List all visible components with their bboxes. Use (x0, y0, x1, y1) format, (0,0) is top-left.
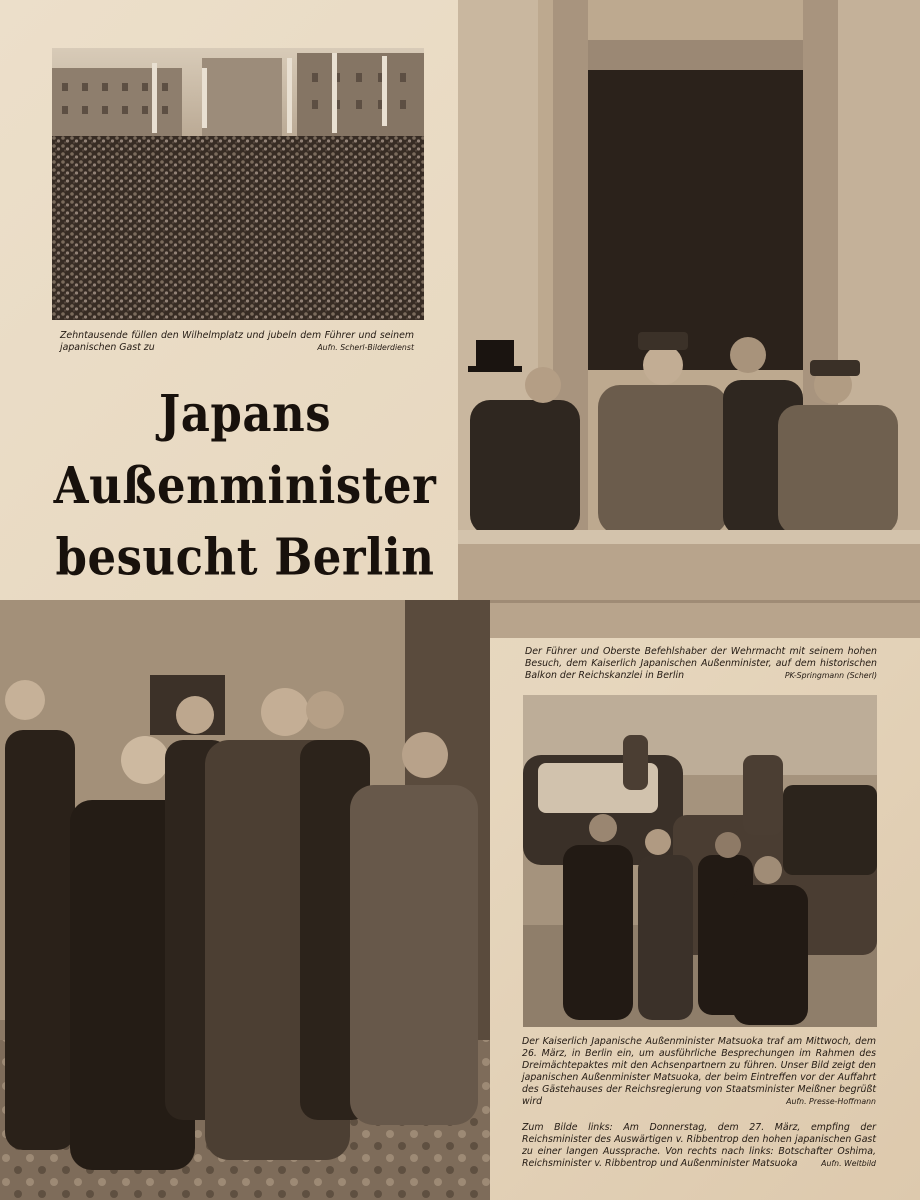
group-photo (0, 600, 490, 1200)
crowd-caption-credit: Aufn. Scherl-Bilderdienst (317, 343, 414, 352)
crowd-caption (60, 330, 414, 354)
arrival-photo (523, 695, 877, 1027)
balcony-caption (525, 646, 877, 682)
crowd-photo (52, 48, 424, 320)
headline-line-2: besucht Berlin (55, 527, 435, 587)
arrival-caption-credit: Aufn. Presse-Hoffmann (786, 1097, 876, 1106)
page-headline (30, 378, 460, 593)
balcony-caption-credit: PK-Springmann (Scherl) (784, 671, 877, 680)
arrival-caption (522, 1036, 876, 1108)
group-caption (522, 1122, 876, 1170)
balcony-photo (458, 0, 920, 638)
headline-line-1: Japans Außenminister (53, 384, 437, 516)
crowd-caption-text: Zehntausende füllen den Wilhelmplatz und jubeln dem Führer und seinem japanischen Gast zu (60, 330, 414, 353)
group-caption-credit: Aufn. Weltbild (821, 1159, 876, 1168)
arrival-caption-text: Der Kaiserlich Japanische Außenminister Matsuoka traf am Mittwoch, dem 26. März, in Berlin ein, um ausführliche Besprechungen im Rahmen des Dreimächtepaktes mit den Achsenpartnern zu führen. Unser Bild zeigt den japanischen Außenminister Matsuoka, der beim Eintreffen vor der Auffahrt des Gästehauses der Reichsregierung von Staatsminister Meißner begrüßt wird (522, 1036, 876, 1107)
group-caption-text: Zum Bilde links: Am Donnerstag, dem 27. März, empfing der Reichsminister des Auswärtigen v. Ribbentrop den hohen japanischen Gast zu einer langen Aussprache. Von rechts nach links: Botschafter Oshima, Reichsminister v. Ribbentrop und Außenminister Matsuoka (522, 1122, 876, 1169)
balcony-caption-text: Der Führer und Oberste Befehlshaber der Wehrmacht mit seinem hohen Besuch, dem Kaiserlich Japanischen Außenminister, auf dem historischen Balkon der Reichskanzlei in Berlin (525, 646, 877, 681)
